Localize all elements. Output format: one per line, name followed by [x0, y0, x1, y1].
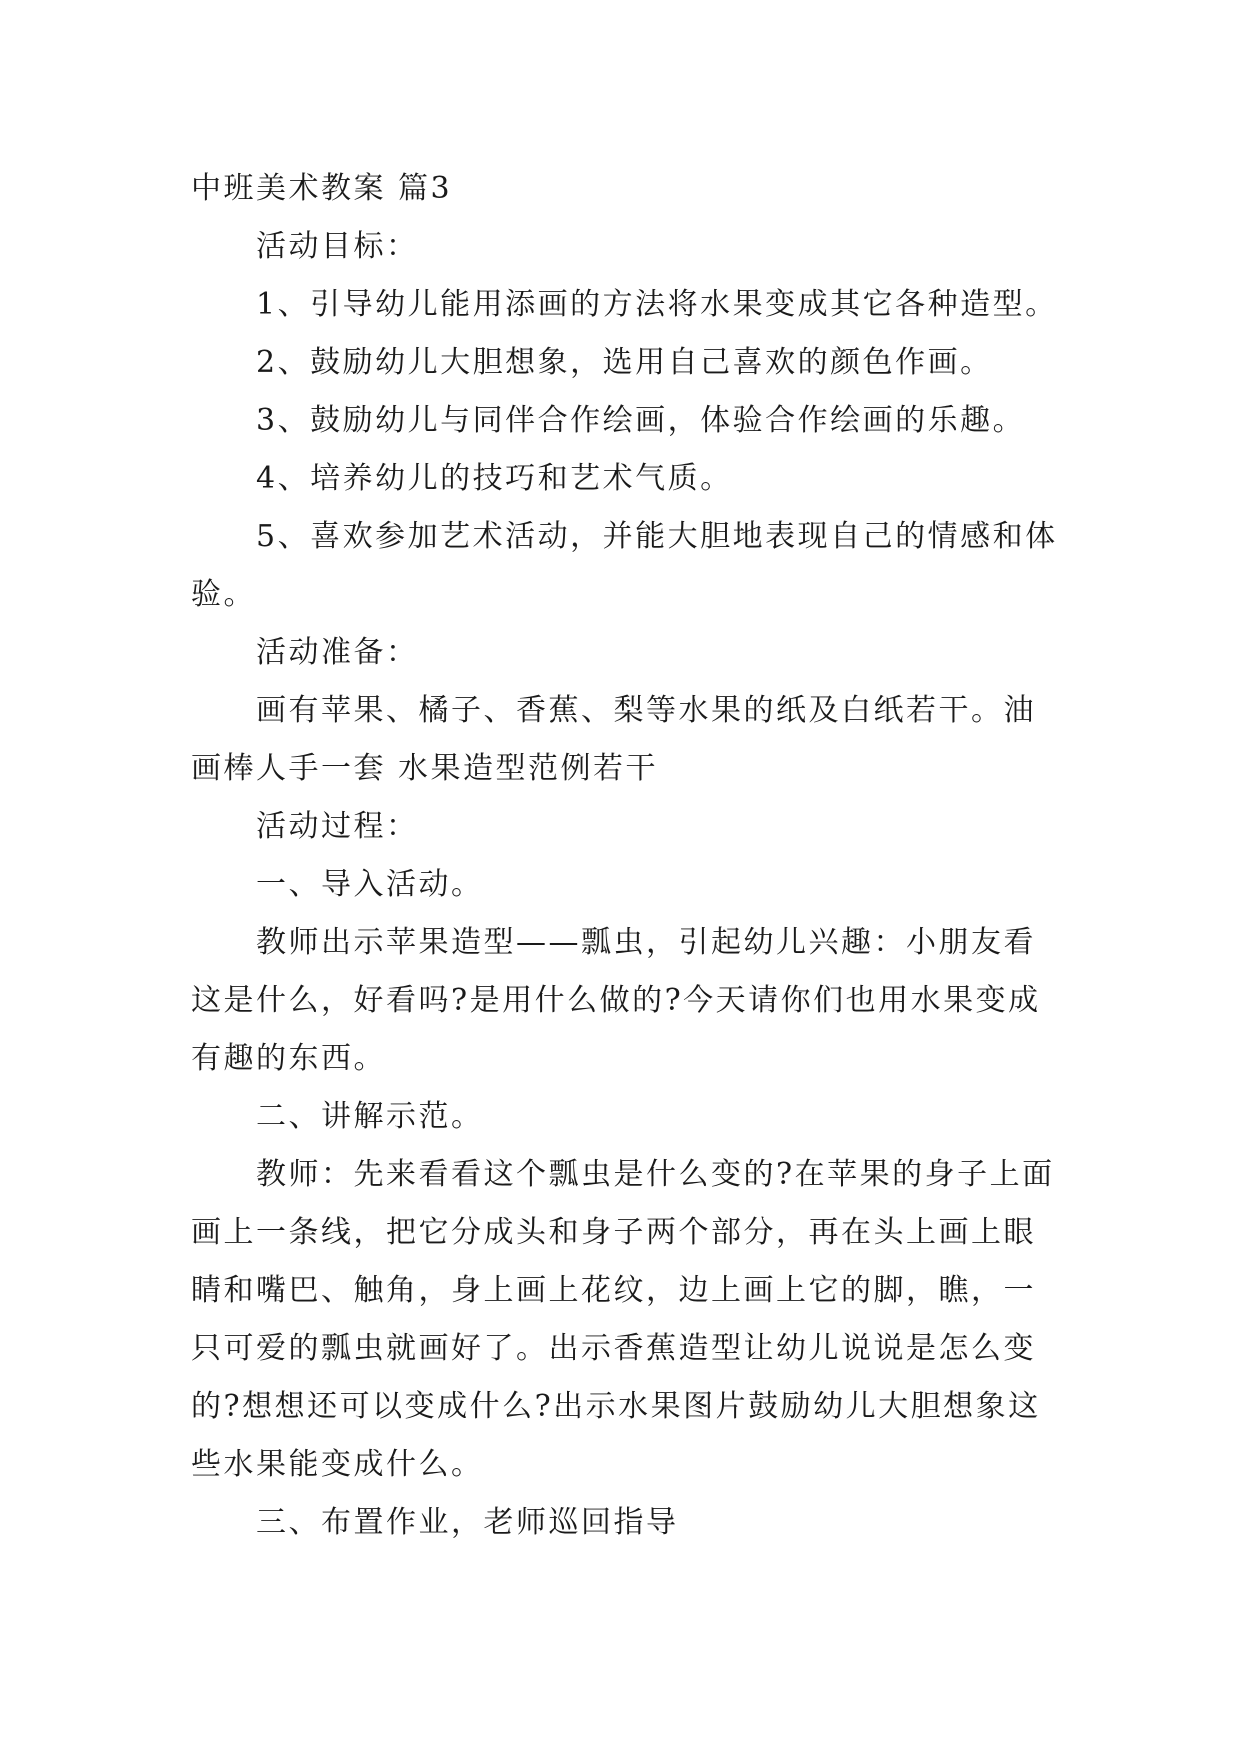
step-heading: 二、讲解示范。	[256, 1099, 484, 1134]
step-heading: 一、导入活动。	[256, 867, 484, 902]
document-body	[191, 160, 1061, 1552]
goal-item: 3、鼓励幼儿与同伴合作绘画，体验合作绘画的乐趣。	[256, 403, 1026, 438]
step-text: 教师：先来看看这个瓢虫是什么变的?在苹果的身子上面画上一条线，把它分成头和身子两个部分，再在头上画上眼睛和嘴巴、触角，身上画上花纹，边上画上它的脚，瞧，一只可爱的瓢虫就画好了。出示香蕉造型让幼儿说说是怎么变的?想想还可以变成什么?出示水果图片鼓励幼儿大胆想象这些水果能变成什么。	[191, 1157, 1055, 1482]
document-title: 中班美术教案 篇3	[191, 171, 453, 206]
process-heading: 活动过程：	[256, 809, 419, 844]
goal-item: 5、喜欢参加艺术活动，并能大胆地表现自己的情感和体验。	[191, 519, 1058, 612]
step-text: 教师出示苹果造型——瓢虫，引起幼儿兴趣：小朋友看这是什么，好看吗?是用什么做的?今天请你们也用水果变成有趣的东西。	[191, 925, 1041, 1076]
goal-item: 4、培养幼儿的技巧和艺术气质。	[256, 461, 733, 496]
prep-heading: 活动准备：	[256, 635, 419, 670]
goals-heading: 活动目标：	[256, 229, 419, 264]
step-heading: 三、布置作业，老师巡回指导	[256, 1505, 679, 1540]
goal-item: 2、鼓励幼儿大胆想象，选用自己喜欢的颜色作画。	[256, 345, 993, 380]
goal-item: 1、引导幼儿能用添画的方法将水果变成其它各种造型。	[256, 287, 1058, 322]
prep-text: 画有苹果、橘子、香蕉、梨等水果的纸及白纸若干。油画棒人手一套 水果造型范例若干	[191, 693, 1036, 786]
